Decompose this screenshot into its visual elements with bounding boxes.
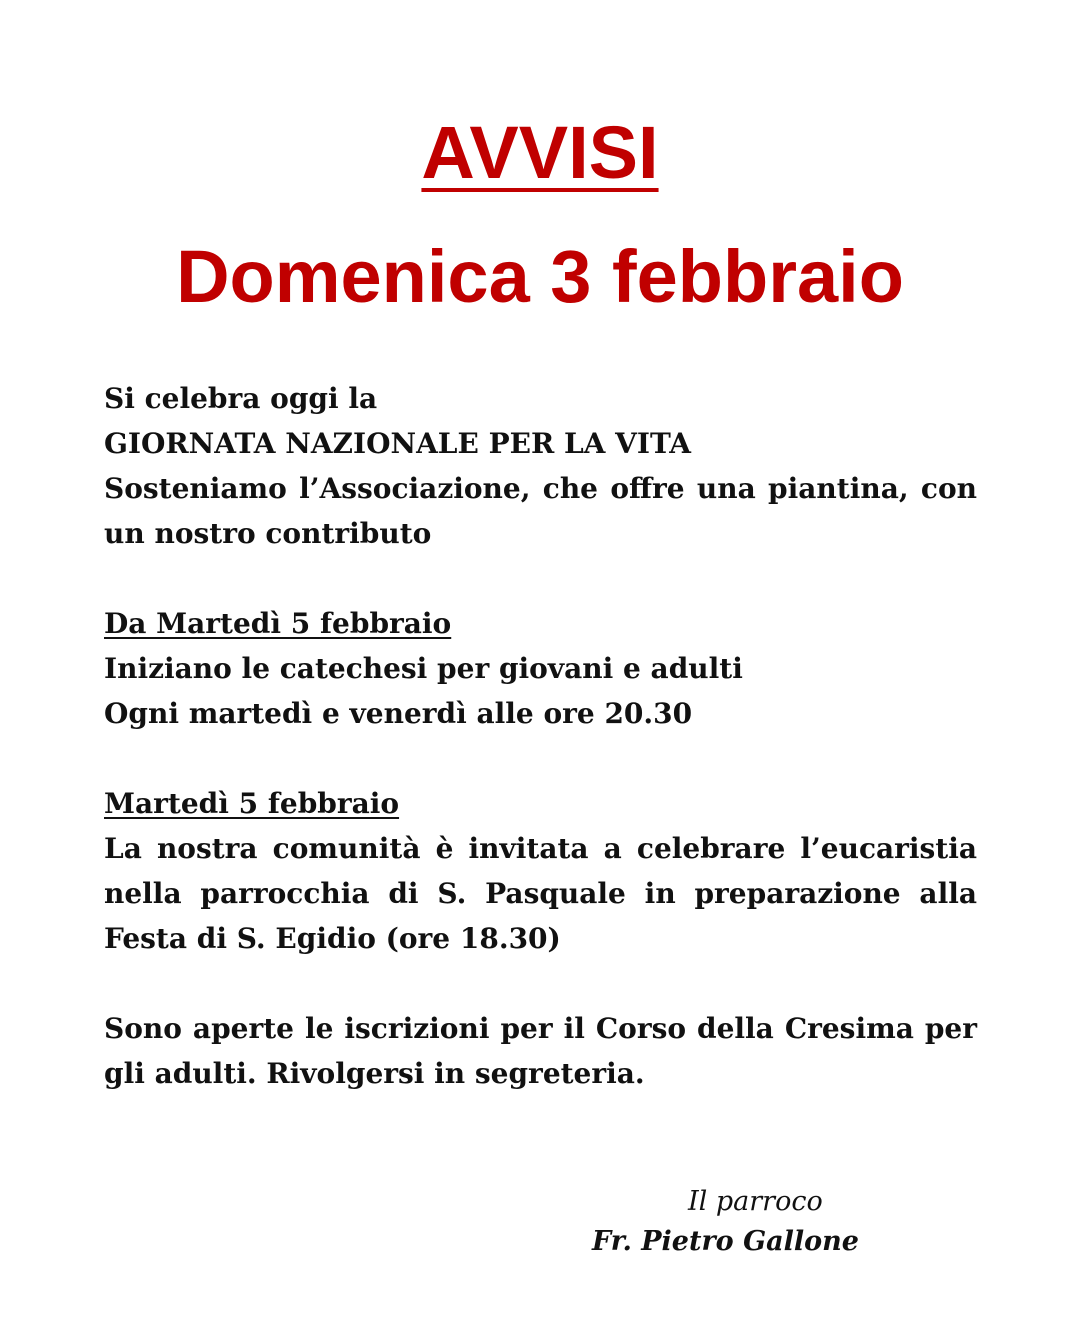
notice-cresima	[104, 1006, 977, 1096]
signature-role: Il parroco	[688, 1186, 823, 1217]
notice-text-line: Iniziano le catechesi per giovani e adulti	[104, 652, 743, 685]
notice-text-line: GIORNATA NAZIONALE PER LA VITA	[104, 427, 692, 460]
page-date-heading: Domenica 3 febbraio	[176, 235, 904, 318]
notice-giornata-vita	[104, 376, 977, 556]
notices-body	[104, 376, 977, 1096]
notice-heading: Martedì 5 febbraio	[104, 787, 400, 820]
notice-catechesi	[104, 601, 977, 736]
notice-paragraph: Sono aperte le iscrizioni per il Corso della Cresima per gli adulti. Rivolgersi in segreteria.	[104, 1012, 977, 1090]
notice-text-line: Ogni martedì e venerdì alle ore 20.30	[104, 697, 693, 730]
notice-paragraph: La nostra comunità è invitata a celebrare l’eucaristia nella parrocchia di S. Pasquale in preparazione alla Festa di S. Egidio (ore 18.30)	[104, 832, 977, 955]
notice-eucaristia	[104, 781, 977, 961]
notice-paragraph: Sosteniamo l’Associazione, che offre una piantina, con un nostro contributo	[104, 472, 977, 550]
notice-text-line: Si celebra oggi la	[104, 382, 378, 415]
signature-name: Fr. Pietro Gallone	[592, 1226, 859, 1257]
page-title: AVVISI	[421, 111, 659, 194]
notice-heading: Da Martedì 5 febbraio	[104, 607, 452, 640]
